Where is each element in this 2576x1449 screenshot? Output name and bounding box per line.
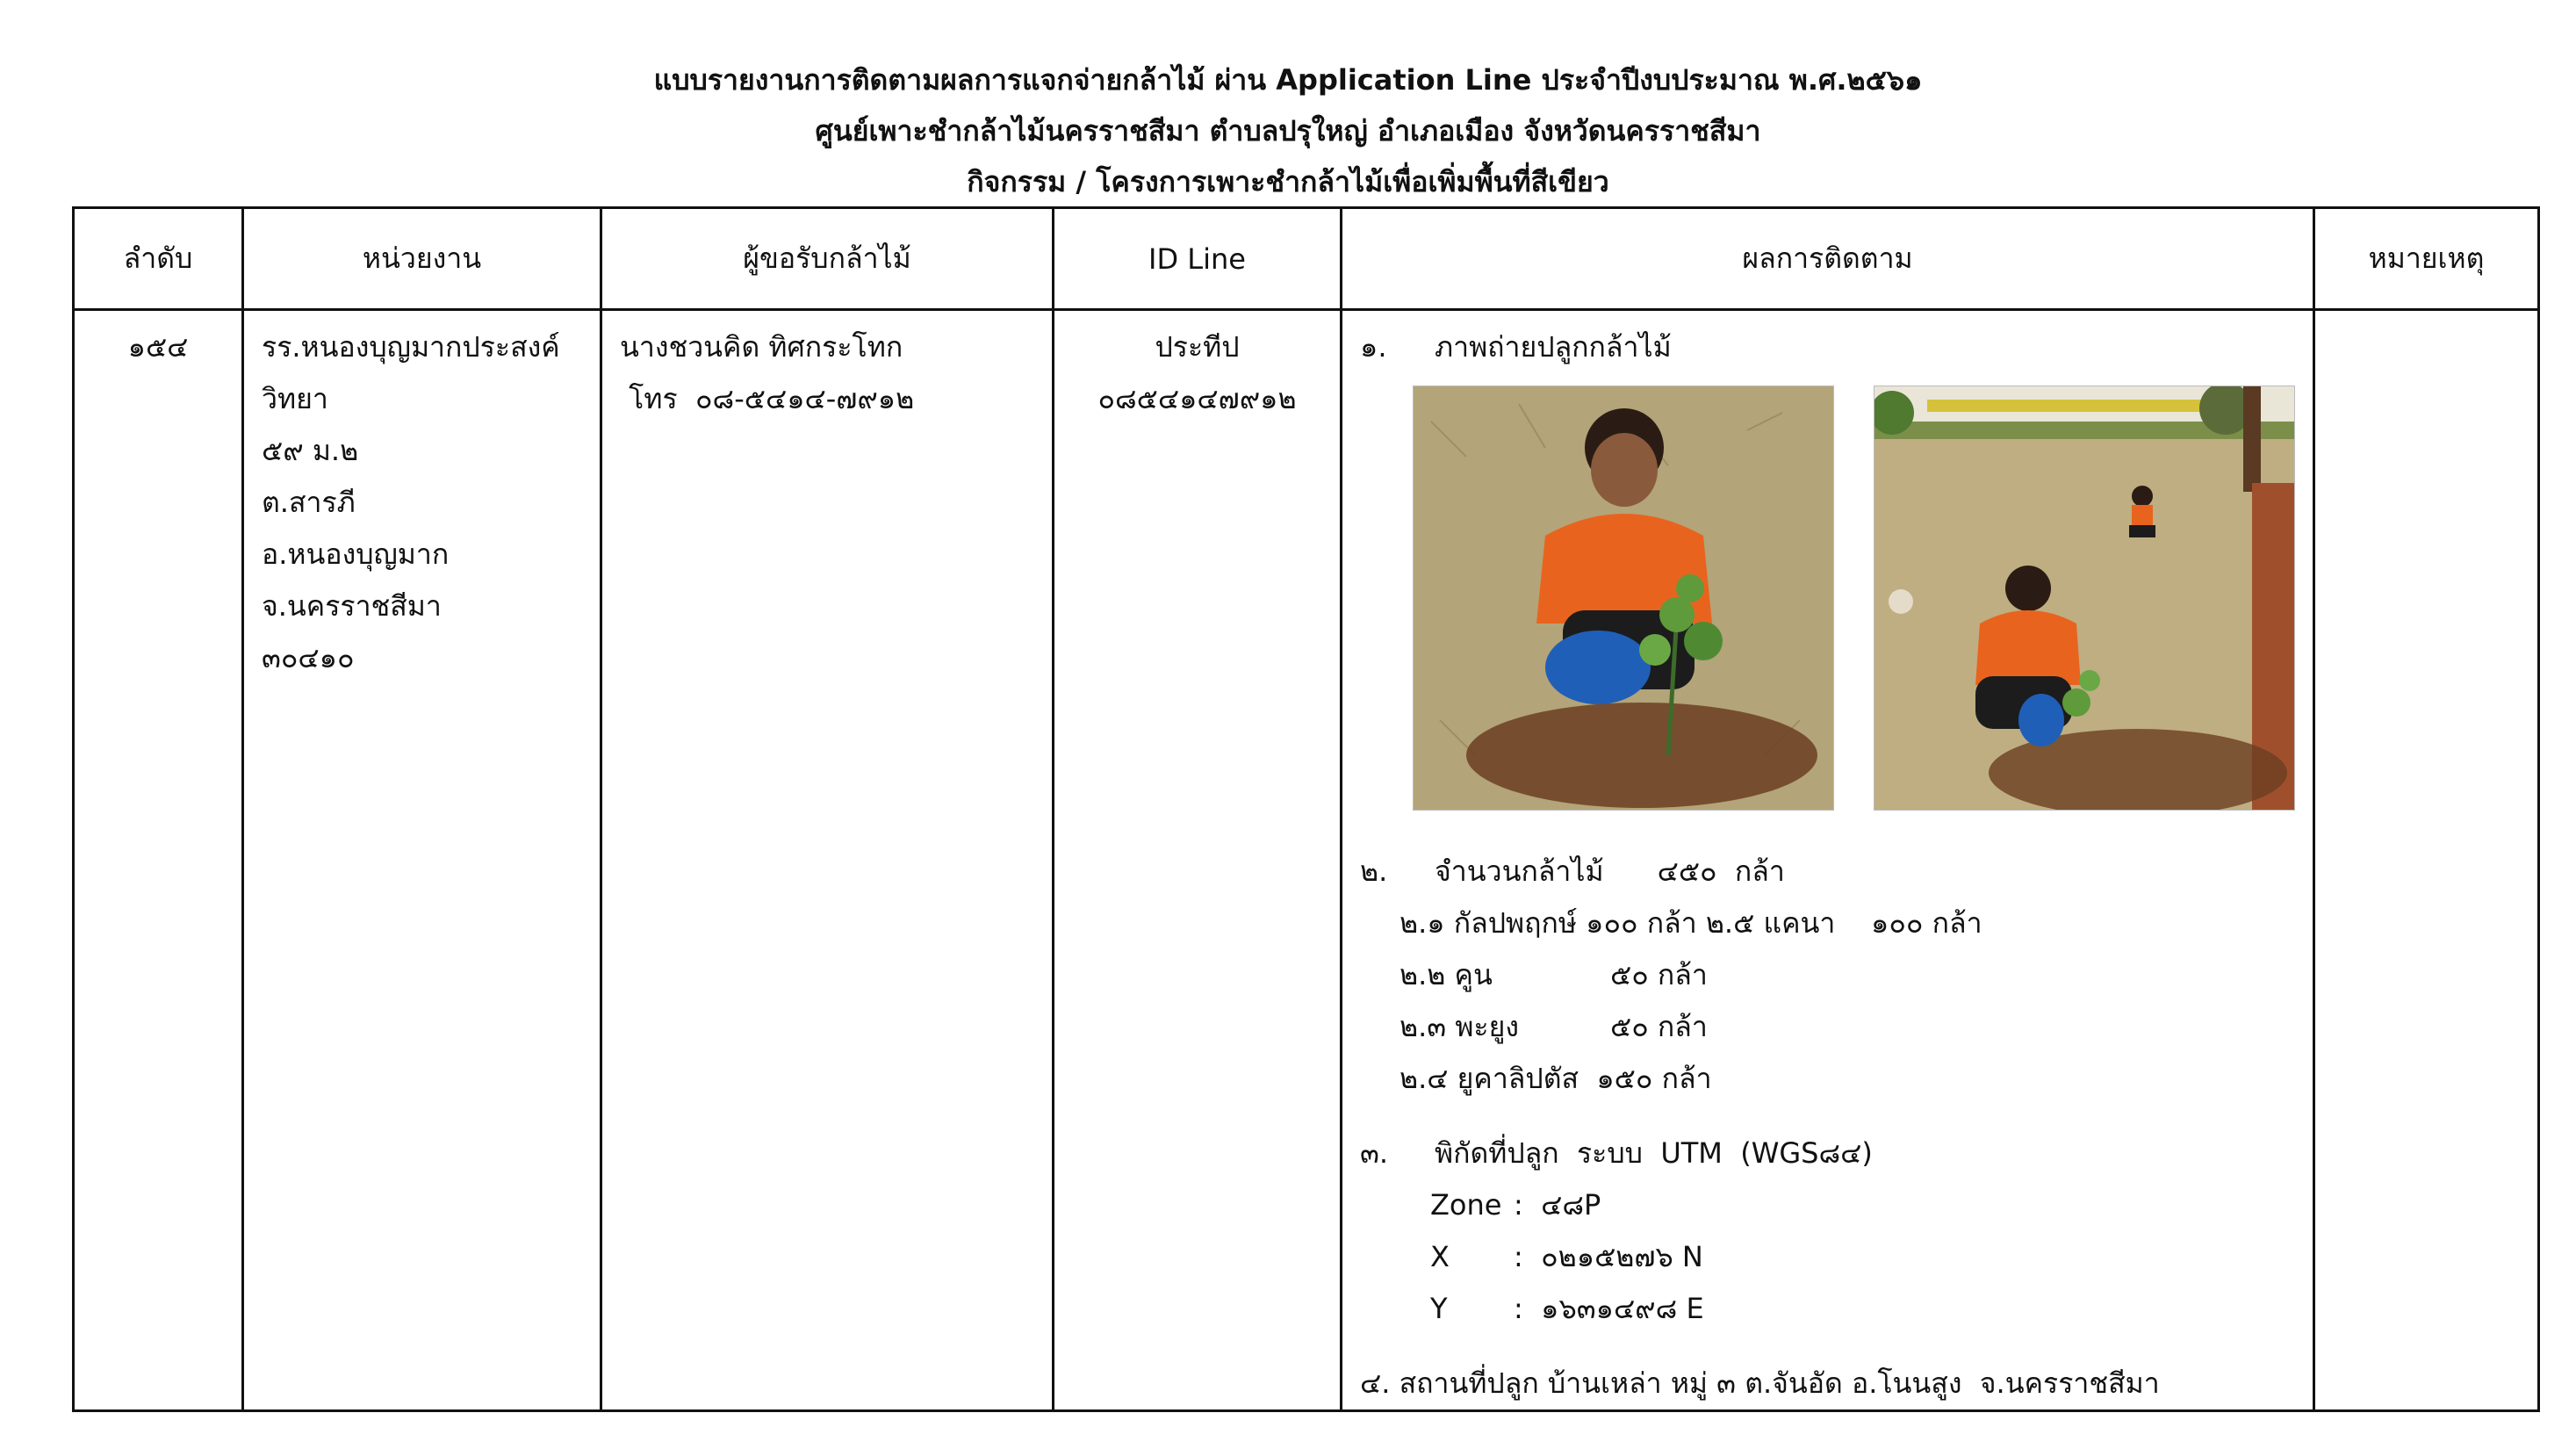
planting-photo-2 — [1874, 386, 2295, 811]
line-id-name: ประทีป — [1155, 330, 1240, 364]
seedling-line: ๒.๓ พะยูง ๕๐ กล้า — [1400, 1010, 1708, 1043]
agency-line: อ.หนองบุญมาก — [262, 537, 450, 571]
report-table — [72, 206, 2540, 1412]
remark-text — [2315, 311, 2537, 321]
recipient-name: นางชวนคิด ทิศกระโทก — [620, 330, 903, 364]
result-item-1: ๑. ภาพถ่ายปลูกกล้าไม้ — [1360, 330, 1672, 364]
col-header-result: ผลการติดตาม — [1342, 208, 2314, 310]
table-header-row — [74, 208, 2539, 310]
col-header-remark: หมายเหตุ — [2314, 208, 2539, 310]
agency-line: วิทยา — [262, 382, 328, 415]
cell-result — [1342, 310, 2314, 1411]
utm-x: X : ๐๒๑๕๒๗๖ N — [1430, 1240, 1703, 1273]
cell-remark — [2314, 310, 2539, 1411]
result-item-2: ๒. จำนวนกล้าไม้ ๔๕๐ กล้า — [1360, 854, 1785, 888]
col-header-id-line: ID Line — [1054, 208, 1342, 310]
agency-line: ต.สารภี — [262, 486, 356, 519]
report-subtitle-activity: กิจกรรม / โครงการเพาะชำกล้าไม้เพื่อเพิ่มพื้นที่สีเขียว — [967, 165, 1609, 198]
planting-photo-1 — [1413, 386, 1834, 811]
order-number: ๑๕๔ — [127, 330, 189, 364]
planting-location: ๔. สถานที่ปลูก บ้านเหล่า หมู่ ๓ ต.จันอัด อ.โนนสูง จ.นครราชสีมา — [1360, 1366, 2160, 1400]
report-subtitle-center: ศูนย์เพาะชำกล้าไม้นครราชสีมา ตำบลปรุใหญ่ อำเภอเมือง จังหวัดนครราชสีมา — [815, 114, 1761, 148]
table-row — [74, 310, 2539, 1411]
agency-address — [244, 311, 600, 684]
planting-photo-2-image — [1874, 386, 2294, 810]
agency-line: รร.หนองบุญมากประสงค์ — [262, 330, 560, 364]
col-header-agency: หน่วยงาน — [243, 208, 601, 310]
seedling-line: ๒.๑ กัลปพฤกษ์ ๑๐๐ กล้า ๒.๕ แคนา ๑๐๐ กล้า — [1400, 906, 1982, 940]
utm-y: Y : ๑๖๓๑๔๙๘ E — [1430, 1292, 1704, 1325]
agency-line: ๕๙ ม.๒ — [262, 434, 359, 467]
cell-agency — [243, 310, 601, 1411]
line-id-number: ๐๘๕๔๑๔๗๙๑๒ — [1097, 382, 1297, 415]
col-header-recipient: ผู้ขอรับกล้าไม้ — [601, 208, 1054, 310]
cell-order — [74, 310, 243, 1411]
planting-photos — [1413, 386, 2313, 811]
agency-line: ๓๐๔๑๐ — [262, 641, 355, 674]
cell-id-line — [1054, 310, 1342, 1411]
result-item-3: ๓. พิกัดที่ปลูก ระบบ UTM (WGS๘๔) — [1360, 1136, 1873, 1170]
col-header-order: ลำดับ — [74, 208, 243, 310]
agency-line: จ.นครราชสีมา — [262, 589, 442, 623]
planting-photo-1-image — [1414, 386, 1833, 810]
follow-up-results — [1342, 311, 2313, 1409]
recipient-phone: โทร ๐๘-๕๔๑๔-๗๙๑๒ — [620, 382, 915, 415]
report-title: แบบรายงานการติดตามผลการแจกจ่ายกล้าไม้ ผ่าน Application Line ประจำปีงบประมาณ พ.ศ.๒๕๖๑ — [653, 63, 1923, 97]
cell-recipient — [601, 310, 1054, 1411]
seedling-line: ๒.๒ คูน ๕๐ กล้า — [1400, 958, 1708, 991]
seedling-line: ๒.๔ ยูคาลิปตัส ๑๕๐ กล้า — [1400, 1062, 1712, 1095]
report-header — [0, 54, 2576, 207]
utm-zone: Zone : ๔๘P — [1430, 1188, 1601, 1222]
